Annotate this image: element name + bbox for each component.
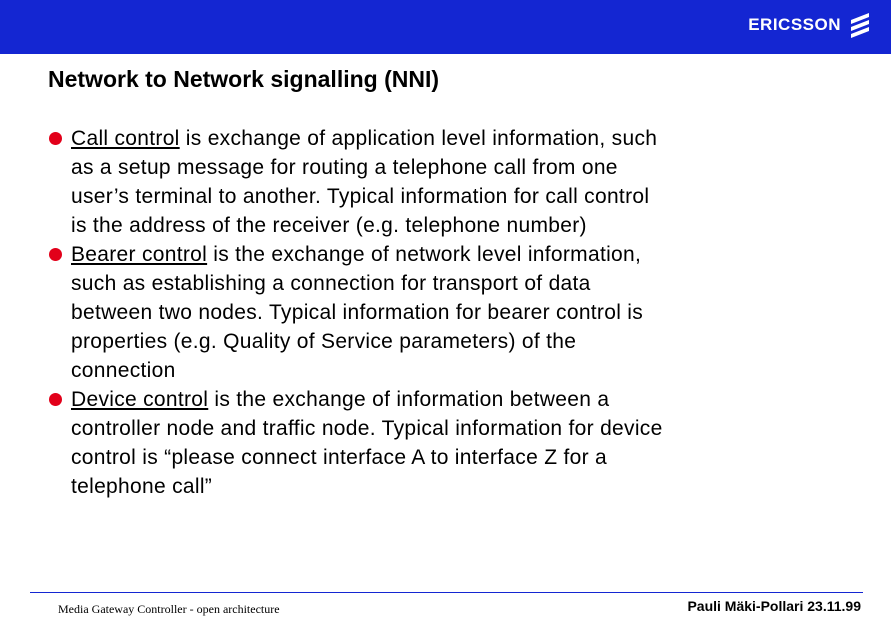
bullet-item-call-control	[48, 124, 668, 240]
footer-caption: Media Gateway Controller - open architecture	[58, 602, 280, 616]
bullet-text: is the exchange of network level information, such as establishing a connection for transport of data between two nodes. Typical information for bearer control is properties (e.g. Quality of Service parameters) of the connection	[71, 243, 644, 382]
brand-name: ERICSSON	[748, 15, 841, 34]
bullet-term: Bearer control	[71, 243, 208, 266]
footer-divider	[30, 592, 863, 593]
ericsson-stripes-icon	[849, 12, 871, 38]
footer-author-date: Pauli Mäki-Pollari 23.11.99	[687, 598, 861, 614]
bullet-dot-icon	[49, 393, 62, 406]
bullet-list	[48, 124, 668, 501]
bullet-item-device-control	[48, 385, 668, 501]
bullet-item-bearer-control	[48, 240, 668, 385]
bullet-text: is exchange of application level information, such as a setup message for routing a telephone call from one user’s terminal to another. Typical information for call control is the address of the receiver (e.g. telephone number)	[71, 127, 658, 237]
header-bar	[0, 0, 891, 54]
bullet-dot-icon	[49, 248, 62, 261]
bullet-text: is the exchange of information between a controller node and traffic node. Typical information for device control is “please connect interface A to interface Z for a telephone call”	[71, 388, 663, 498]
bullet-term: Device control	[71, 388, 209, 411]
bullet-dot-icon	[49, 132, 62, 145]
bullet-term: Call control	[71, 127, 180, 150]
ericsson-logo	[748, 12, 871, 38]
page-title: Network to Network signalling (NNI)	[48, 66, 440, 92]
